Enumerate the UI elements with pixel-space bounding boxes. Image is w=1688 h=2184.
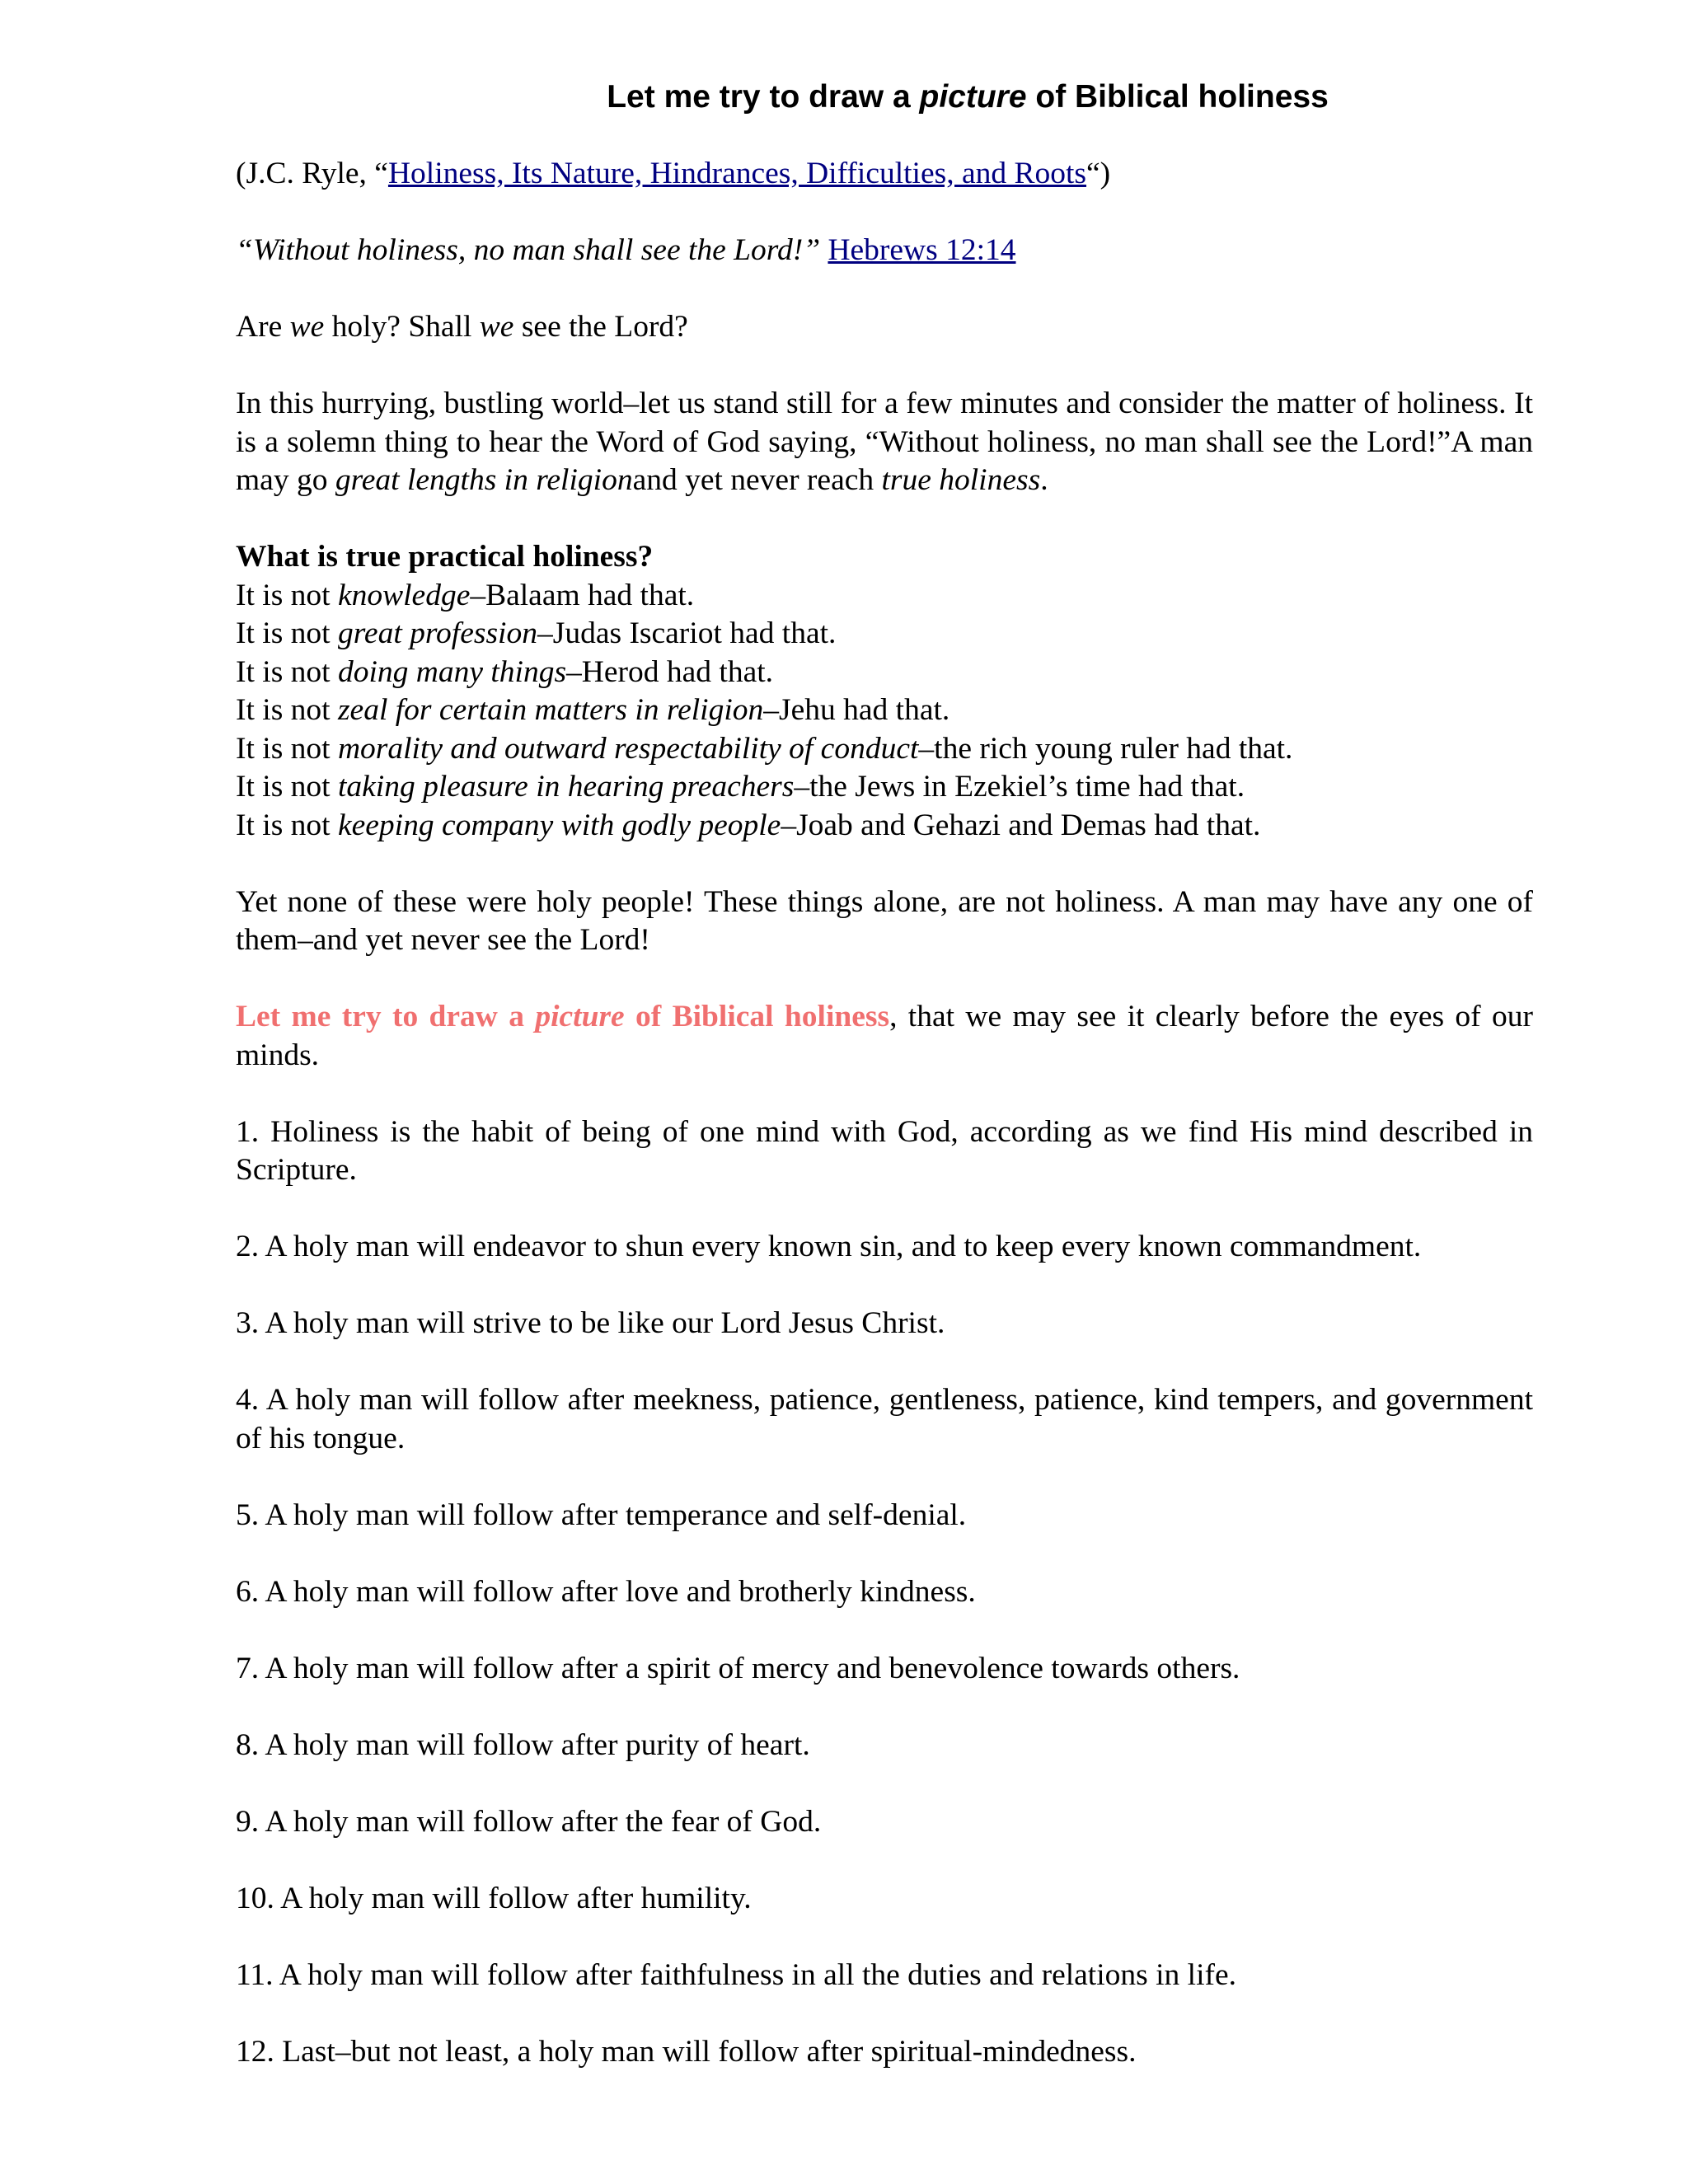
list-item-text: –Joab and Gehazi and Demas had that. — [781, 808, 1261, 842]
intro-text: In this hurrying, bustling world–let us stand still for a few minutes and consider the matter of holiness. It is a solemn thing to hear the Word of God saying, “Without holiness, no man shall see the Lord!”A man may go — [236, 387, 1533, 497]
intro-text: . — [1040, 463, 1048, 497]
highlight-text: of Biblical holiness — [624, 1000, 890, 1033]
list-item-text: It is not — [236, 693, 338, 727]
list-item-emphasis: morality and outward respectability of conduct — [337, 731, 919, 766]
highlight-phrase — [236, 1000, 889, 1033]
highlight-emphasis: picture — [535, 1000, 625, 1033]
verse-text: “Without holiness, no man shall see the Lord!” — [236, 233, 821, 267]
citation-suffix: “) — [1086, 157, 1111, 190]
list-item-text: It is not — [236, 616, 338, 650]
list-item-text: It is not — [236, 731, 338, 766]
intro-text: and yet never reach — [632, 463, 882, 497]
point-10: 10. A holy man will follow after humility. — [236, 1881, 752, 1915]
list-item-text: –Judas Iscariot had that. — [537, 616, 837, 650]
intro-emphasis: great lengths in religion — [335, 463, 633, 497]
point-7: 7. A holy man will follow after a spirit of mercy and benevolence towards others. — [236, 1651, 1240, 1685]
list-item — [236, 654, 1533, 692]
list-item-text: –the Jews in Ezekiel’s time had that. — [794, 770, 1245, 804]
list-item-emphasis: zeal for certain matters in religion — [337, 693, 764, 727]
point-1: 1. Holiness is the habit of being of one mind with God, according as we find His mind described in Scripture. — [236, 1114, 1533, 1187]
point-3: 3. A holy man will strive to be like our Lord Jesus Christ. — [236, 1306, 945, 1340]
intro-emphasis: true holiness — [881, 463, 1041, 497]
point-12: 12. Last–but not least, a holy man will follow after spiritual-mindedness. — [236, 2034, 1137, 2069]
question-emphasis: we — [479, 310, 514, 344]
point-4: 4. A holy man will follow after meekness, patience, gentleness, patience, kind tempers, and government of his tongue. — [236, 1383, 1533, 1455]
list-item — [236, 807, 1533, 846]
title-text-end: of Biblical holiness — [1026, 79, 1329, 115]
list-item-emphasis: great profession — [337, 616, 537, 650]
point-8: 8. A holy man will follow after purity of heart. — [236, 1727, 810, 1762]
title-text-start: Let me try to draw a — [607, 79, 920, 115]
point-2: 2. A holy man will endeavor to shun every known sin, and to keep every known commandment. — [236, 1230, 1422, 1263]
practical-holiness-section — [236, 538, 1533, 845]
article-body — [236, 155, 1533, 2110]
question-text: holy? Shall — [324, 310, 480, 344]
list-item — [236, 691, 1533, 730]
list-item-text: –the rich young ruler had that. — [918, 731, 1293, 766]
point-9: 9. A holy man will follow after the fear of God. — [236, 1804, 822, 1839]
list-item-emphasis: taking pleasure in hearing preachers — [337, 770, 795, 804]
section-heading: What is true practical holiness? — [236, 540, 654, 574]
citation — [236, 155, 1533, 194]
list-item-text: It is not — [236, 578, 338, 612]
citation-link[interactable]: Holiness, Its Nature, Hindrances, Difficulties, and Roots — [387, 157, 1087, 190]
title-text-emphasis: picture — [919, 79, 1027, 115]
page-title — [0, 76, 1688, 119]
question-text: Are — [236, 310, 290, 344]
question-emphasis: we — [289, 310, 325, 344]
list-item — [236, 730, 1533, 769]
list-item-text: It is not — [236, 654, 338, 689]
verse-reference-link[interactable]: Hebrews 12:14 — [828, 233, 1016, 267]
list-item — [236, 615, 1533, 654]
point-11: 11. A holy man will follow after faithfulness in all the duties and relations in life. — [236, 1957, 1236, 1992]
list-item-text: –Herod had that. — [566, 654, 774, 689]
question-text: see the Lord? — [513, 310, 688, 344]
point-6: 6. A holy man will follow after love and brotherly kindness. — [236, 1574, 976, 1609]
list-item-emphasis: keeping company with godly people — [337, 808, 781, 842]
question-paragraph — [236, 308, 1533, 347]
citation-prefix: (J.C. Ryle, “ — [236, 157, 388, 190]
list-item-text: It is not — [236, 770, 338, 804]
picture-paragraph-text: , that we may see it clearly before the eyes of our minds. — [236, 1000, 1534, 1072]
point-5: 5. A holy man will follow after temperance and self-denial. — [236, 1497, 967, 1532]
list-item — [236, 768, 1533, 807]
list-item — [236, 577, 1533, 616]
picture-paragraph — [236, 998, 1533, 1075]
list-item-emphasis: doing many things — [337, 654, 567, 689]
intro-paragraph — [236, 385, 1533, 500]
list-item-text: –Jehu had that. — [763, 693, 950, 727]
list-item-text: It is not — [236, 808, 338, 842]
yet-none-paragraph: Yet none of these were holy people! These things alone, are not holiness. A man may have any one of them–and yet never see the Lord! — [236, 884, 1533, 957]
highlight-text: Let me try to draw a — [236, 1000, 536, 1033]
verse-quote — [236, 232, 1533, 270]
list-item-emphasis: knowledge — [337, 578, 471, 612]
list-item-text: –Balaam had that. — [470, 578, 695, 612]
